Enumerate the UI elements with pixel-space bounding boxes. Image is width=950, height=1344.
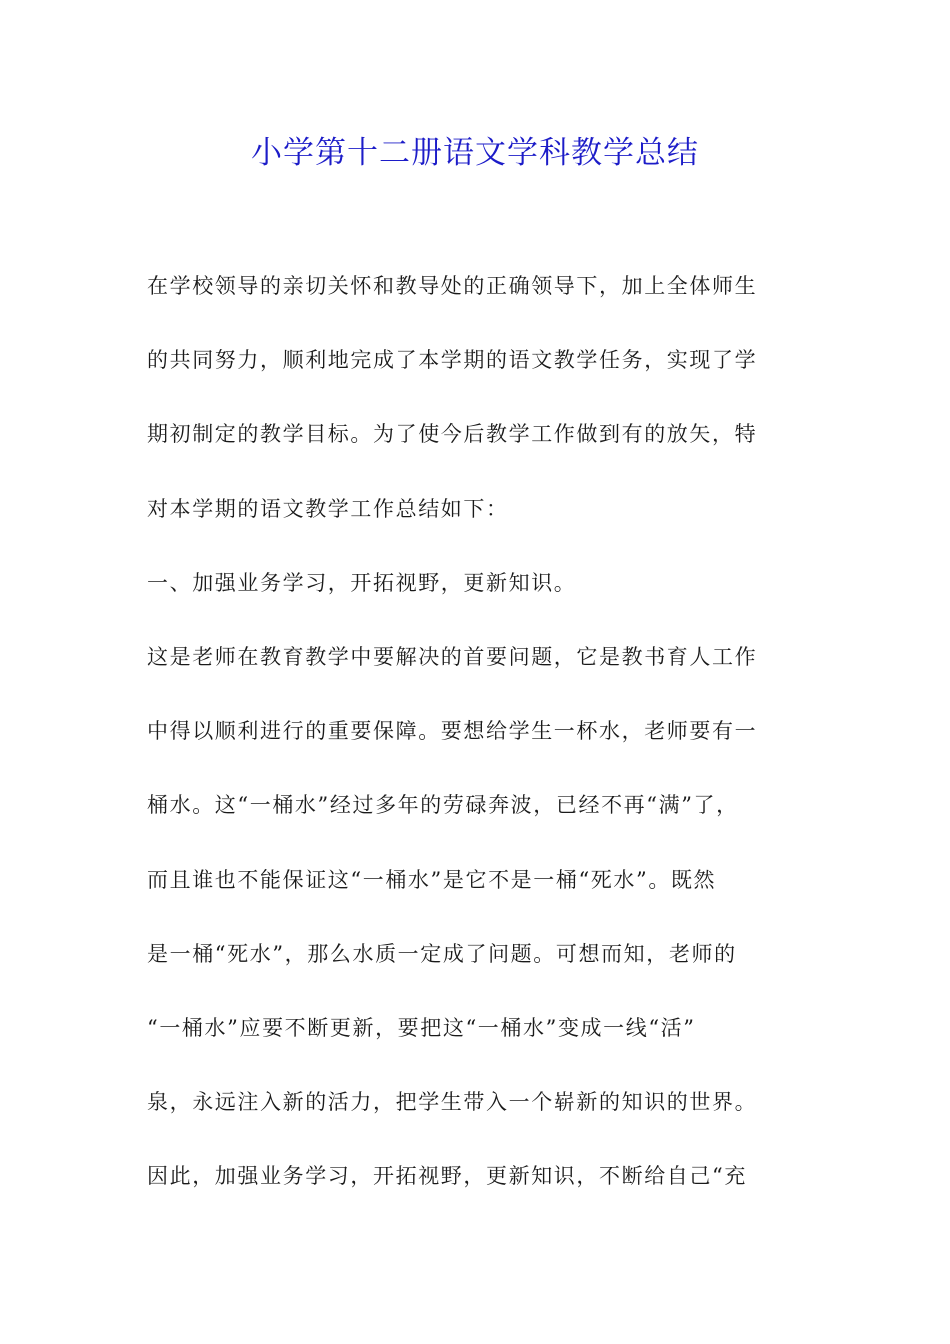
body-line: “一桶水”应要不断更新，要把这“一桶水”变成一线“活” — [147, 1015, 696, 1040]
body-line: 的共同努力，顺利地完成了本学期的语文教学任务，实现了学 — [147, 348, 758, 373]
body-line: 而且谁也不能保证这“一桶水”是它不是一桶“死水”。既然 — [147, 867, 717, 892]
body-line: 因此，加强业务学习，开拓视野，更新知识，不断给自己“充 — [147, 1164, 747, 1189]
document-title: 小学第十二册语文学科教学总结 — [251, 135, 699, 171]
body-line: 中得以顺利进行的重要保障。要想给学生一杯水，老师要有一 — [147, 719, 758, 744]
body-line: 在学校领导的亲切关怀和教导处的正确领导下，加上全体师生 — [147, 274, 758, 298]
body-line: 是一桶“死水”，那么水质一定成了问题。可想而知，老师的 — [147, 941, 737, 966]
body-line: 期初制定的教学目标。为了使今后教学工作做到有的放矢，特 — [147, 422, 758, 447]
document-body — [147, 262, 807, 1226]
section-heading: 一、加强业务学习，开拓视野，更新知识。 — [147, 570, 577, 595]
body-line: 泉，永远注入新的活力，把学生带入一个崭新的知识的世界。 — [147, 1090, 758, 1115]
body-line: 这是老师在教育教学中要解决的首要问题，它是教书育人工作 — [147, 644, 758, 669]
body-line: 对本学期的语文教学工作总结如下： — [147, 496, 509, 521]
body-line: 桶水。这“一桶水”经过多年的劳碌奔波，已经不再“满”了， — [147, 793, 739, 818]
